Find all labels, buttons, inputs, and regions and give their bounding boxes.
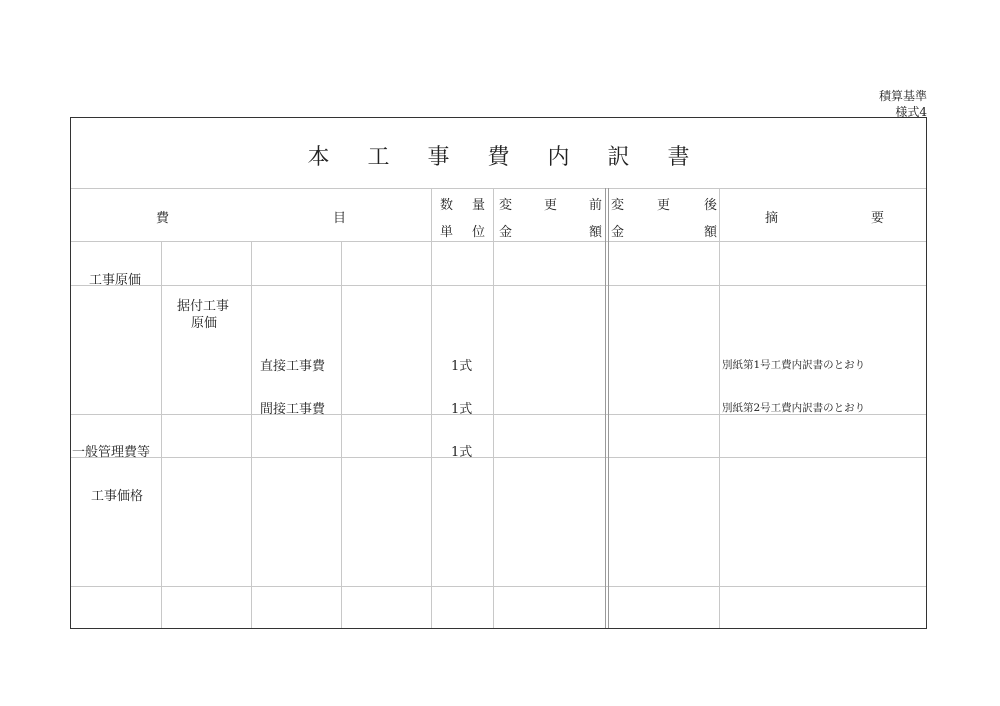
- row-ippan-kanri: 一般管理費等: [72, 445, 151, 460]
- header-after-amount-1: 金: [611, 225, 625, 240]
- row-koji-kakaku: 工事価格: [91, 489, 144, 504]
- row-ippan-qty: 1式: [451, 445, 473, 460]
- row-suetsuke-line1: 据付工事: [177, 299, 230, 314]
- row-koji-genka: 工事原価: [89, 273, 142, 288]
- header-before-amount-2: 額: [589, 225, 603, 240]
- row-chokusetsu: 直接工事費: [260, 359, 326, 374]
- col-divider: [161, 241, 162, 628]
- breakdown-table: [70, 117, 927, 629]
- title-char: 工: [367, 145, 390, 170]
- row-divider: [71, 457, 926, 458]
- title-divider: [71, 188, 926, 189]
- col-divider: [431, 188, 432, 241]
- col-divider: [719, 188, 720, 628]
- col-divider: [608, 188, 609, 628]
- header-himoku-2: 目: [333, 211, 347, 226]
- col-divider: [251, 241, 252, 628]
- row-kansetsu-qty: 1式: [451, 402, 473, 417]
- title-char: 内: [547, 145, 570, 170]
- header-himoku-1: 費: [156, 211, 170, 226]
- row-suetsuke-line2: 原価: [191, 316, 218, 331]
- col-divider: [431, 241, 432, 628]
- title-char: 本: [307, 145, 330, 170]
- header-after-amount-2: 額: [704, 225, 718, 240]
- header-remarks-2: 要: [871, 211, 885, 226]
- form-number: 様式4: [895, 105, 927, 119]
- row-kansetsu: 間接工事費: [260, 402, 326, 417]
- header-quantity-1: 数: [440, 198, 454, 213]
- title-char: 費: [487, 145, 510, 170]
- header-before-2: 更: [544, 198, 558, 213]
- col-divider: [605, 188, 606, 628]
- header-remarks-1: 摘: [765, 211, 779, 226]
- header-unit-1: 単: [440, 225, 454, 240]
- col-divider: [493, 241, 494, 628]
- title-char: 書: [667, 145, 690, 170]
- row-kansetsu-note: 別紙第2号工費内訳書のとおり: [722, 402, 866, 414]
- document-title: [71, 140, 926, 171]
- row-chokusetsu-note: 別紙第1号工費内訳書のとおり: [722, 359, 866, 371]
- header-before-1: 変: [499, 198, 513, 213]
- header-divider: [71, 241, 926, 242]
- title-char: 訳: [607, 145, 630, 170]
- row-divider: [71, 285, 926, 286]
- header-before-amount-1: 金: [499, 225, 513, 240]
- standard-label: 積算基準: [878, 89, 927, 103]
- col-divider: [493, 188, 494, 241]
- header-after-1: 変: [611, 198, 625, 213]
- row-divider: [71, 586, 926, 587]
- header-after-2: 更: [657, 198, 671, 213]
- header-before-3: 前: [589, 198, 603, 213]
- col-divider: [341, 241, 342, 628]
- header-quantity-2: 量: [472, 198, 486, 213]
- header-after-3: 後: [704, 198, 718, 213]
- row-chokusetsu-qty: 1式: [451, 359, 473, 374]
- header-unit-2: 位: [472, 225, 486, 240]
- title-char: 事: [427, 145, 450, 170]
